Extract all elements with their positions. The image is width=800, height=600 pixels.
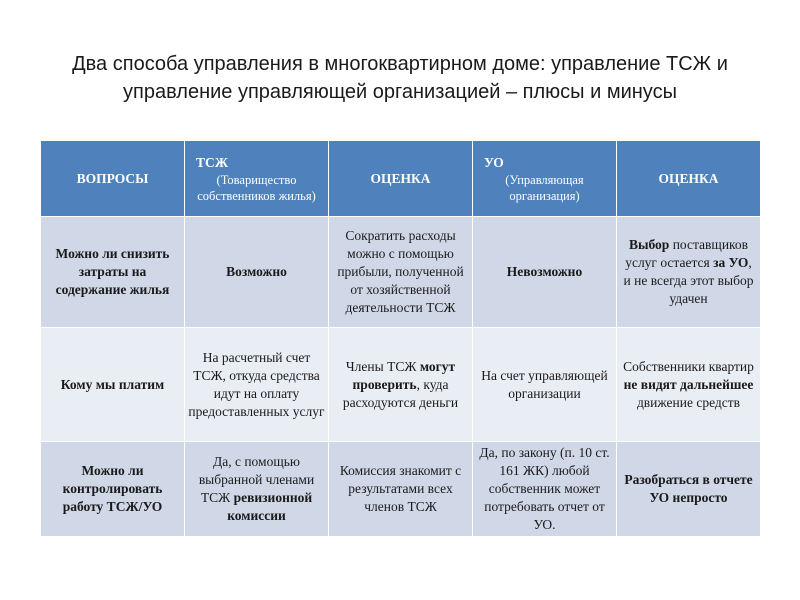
slide-title	[40, 50, 760, 106]
table-row	[41, 328, 761, 442]
text: , и не всегда этот выбор удачен	[623, 255, 754, 306]
slide-title-line-1: Два способа управления в многоквартирном доме: управление ТСЖ и	[72, 53, 728, 75]
rating-cell: Разобраться в отчете УО непросто	[617, 442, 761, 537]
table-header-row	[41, 141, 761, 217]
uo-cell: Невозможно	[473, 217, 617, 328]
tszh-cell: Возможно	[185, 217, 329, 328]
table-row	[41, 217, 761, 328]
text: Да, с помощью выбранной членами ТСЖ	[198, 454, 315, 505]
rating-cell: Сократить расходы можно с помощью прибыли, полученной от хозяйственной деятельности ТСЖ	[329, 217, 473, 328]
uo-cell: Да, по закону (п. 10 ст. 161 ЖК) любой собственник может потребовать отчет от УО.	[473, 442, 617, 537]
header-rating-1: ОЦЕНКА	[329, 141, 473, 217]
question-cell: Можно ли контролировать работу ТСЖ/УО	[41, 442, 185, 537]
header-uo-main: УО	[484, 154, 504, 170]
bold-text: ревизионной комиссии	[227, 490, 313, 523]
text: Члены ТСЖ	[345, 358, 420, 374]
uo-cell: На счет управляющей организации	[473, 328, 617, 442]
header-tszh	[185, 141, 329, 217]
header-tszh-main: ТСЖ	[196, 154, 229, 170]
header-uo	[473, 141, 617, 217]
rating-cell	[617, 328, 761, 442]
rating-cell	[329, 328, 473, 442]
slide-title-line-2: управление управляющей организацией – плюсы и минусы	[123, 81, 677, 103]
header-questions: ВОПРОСЫ	[41, 141, 185, 217]
header-rating-2: ОЦЕНКА	[617, 141, 761, 217]
text: поставщиков услуг остается	[625, 237, 749, 270]
bold-text: могут проверить	[352, 358, 456, 392]
comparison-table	[40, 140, 761, 537]
tszh-cell	[185, 442, 329, 537]
text: Собственники квартир	[623, 358, 754, 374]
question-cell: Кому мы платим	[41, 328, 185, 442]
header-tszh-sub: (Товарищество собственников жилья)	[197, 172, 316, 203]
bold-text: не видят дальнейшее	[623, 376, 754, 392]
question-cell: Можно ли снизить затраты на содержание жилья	[41, 217, 185, 328]
text: движение средств	[636, 394, 741, 410]
bold-text: Выбор	[628, 237, 670, 252]
bold-text: за УО	[713, 255, 749, 270]
table-row	[41, 442, 761, 537]
header-uo-sub: (Управляющая организация)	[505, 172, 584, 203]
text: , куда расходуются деньги	[342, 376, 459, 410]
tszh-cell: На расчетный счет ТСЖ, откуда средства идут на оплату предоставленных услуг	[185, 328, 329, 442]
rating-cell: Комиссия знакомит с результатами всех членов ТСЖ	[329, 442, 473, 537]
rating-cell	[617, 217, 761, 328]
